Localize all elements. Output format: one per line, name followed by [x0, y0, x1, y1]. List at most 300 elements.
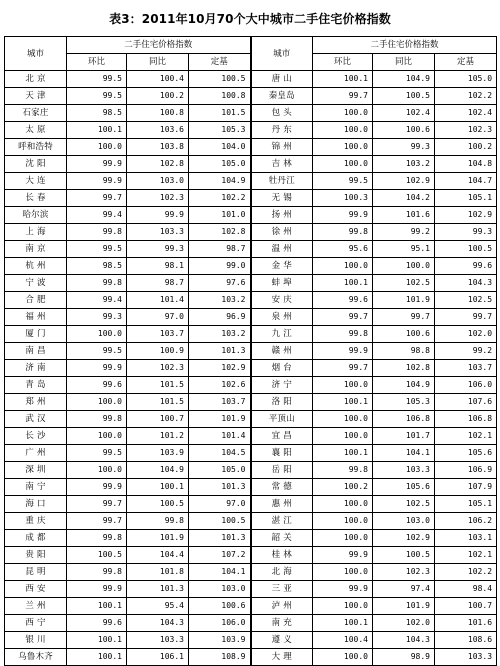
right-mom-cell: 99.5 [313, 173, 373, 190]
left-yoy-cell: 104.4 [127, 547, 189, 564]
price-index-table [4, 36, 497, 666]
table-row [5, 275, 497, 292]
right-base-cell: 99.7 [435, 309, 497, 326]
left-mom-cell: 100.1 [67, 122, 127, 139]
right-base-cell: 102.4 [435, 105, 497, 122]
right-mom-cell: 100.2 [313, 479, 373, 496]
left-city-cell: 兰 州 [5, 598, 67, 615]
left-base-cell: 104.9 [189, 173, 251, 190]
right-yoy-cell: 104.9 [373, 71, 435, 88]
left-city-cell: 乌鲁木齐 [5, 649, 67, 666]
left-mom-cell: 99.8 [67, 275, 127, 292]
left-mom-cell: 99.4 [67, 292, 127, 309]
left-city-cell: 哈尔滨 [5, 207, 67, 224]
right-yoy-cell: 102.4 [373, 105, 435, 122]
left-base-cell: 100.6 [189, 598, 251, 615]
left-base-cell: 102.2 [189, 190, 251, 207]
left-base-cell: 96.9 [189, 309, 251, 326]
left-city-cell: 杭 州 [5, 258, 67, 275]
table-row [5, 428, 497, 445]
left-mom-cell: 100.5 [67, 547, 127, 564]
right-city-cell: 宜 昌 [251, 428, 313, 445]
right-mom-cell: 99.9 [313, 207, 373, 224]
right-base-cell: 103.1 [435, 530, 497, 547]
left-yoy-cell: 101.8 [127, 564, 189, 581]
right-yoy-cell: 100.6 [373, 326, 435, 343]
table-row [5, 156, 497, 173]
table-row [5, 105, 497, 122]
left-mom-cell: 100.1 [67, 632, 127, 649]
right-base-cell: 103.3 [435, 649, 497, 666]
right-mom-cell: 100.0 [313, 598, 373, 615]
right-city-cell: 泸 州 [251, 598, 313, 615]
right-mom-cell: 99.9 [313, 547, 373, 564]
left-city-cell: 合 肥 [5, 292, 67, 309]
right-city-cell: 泉 州 [251, 309, 313, 326]
right-base-cell: 105.0 [435, 71, 497, 88]
left-city-cell: 贵 阳 [5, 547, 67, 564]
left-base-cell: 103.2 [189, 326, 251, 343]
table-row [5, 207, 497, 224]
left-mom-cell: 99.6 [67, 377, 127, 394]
right-city-header: 城市 [251, 37, 313, 71]
right-base-cell: 106.9 [435, 462, 497, 479]
right-mom-cell: 100.0 [313, 258, 373, 275]
right-yoy-cell: 102.5 [373, 496, 435, 513]
right-city-cell: 平顶山 [251, 411, 313, 428]
left-yoy-cell: 100.1 [127, 479, 189, 496]
left-yoy-cell: 101.5 [127, 394, 189, 411]
right-mom-cell: 100.4 [313, 632, 373, 649]
right-base-cell: 105.6 [435, 445, 497, 462]
right-base-cell: 102.3 [435, 122, 497, 139]
right-yoy-cell: 98.9 [373, 649, 435, 666]
left-mom-cell: 99.7 [67, 496, 127, 513]
right-yoy-cell: 101.6 [373, 207, 435, 224]
left-mom-cell: 99.8 [67, 564, 127, 581]
left-mom-cell: 99.8 [67, 224, 127, 241]
right-base-cell: 106.8 [435, 411, 497, 428]
right-base-cell: 104.8 [435, 156, 497, 173]
right-mom-cell: 100.1 [313, 445, 373, 462]
right-base-cell: 102.5 [435, 292, 497, 309]
left-city-cell: 成 都 [5, 530, 67, 547]
right-city-cell: 蚌 埠 [251, 275, 313, 292]
right-base-cell: 99.6 [435, 258, 497, 275]
right-mom-cell: 100.0 [313, 564, 373, 581]
right-city-cell: 牡丹江 [251, 173, 313, 190]
left-yoy-cell: 98.7 [127, 275, 189, 292]
right-mom-cell: 100.0 [313, 530, 373, 547]
left-city-cell: 重 庆 [5, 513, 67, 530]
left-yoy-header: 同比 [127, 54, 189, 71]
right-mom-cell: 100.1 [313, 615, 373, 632]
left-base-header: 定基 [189, 54, 251, 71]
left-base-cell: 105.0 [189, 462, 251, 479]
right-mom-cell: 100.0 [313, 139, 373, 156]
left-base-cell: 101.3 [189, 530, 251, 547]
left-yoy-cell: 101.2 [127, 428, 189, 445]
left-city-cell: 银 川 [5, 632, 67, 649]
right-city-cell: 无 锡 [251, 190, 313, 207]
right-base-cell: 100.7 [435, 598, 497, 615]
left-city-cell: 沈 阳 [5, 156, 67, 173]
right-mom-cell: 100.0 [313, 122, 373, 139]
left-base-cell: 101.4 [189, 428, 251, 445]
left-city-cell: 石家庄 [5, 105, 67, 122]
left-mom-cell: 98.5 [67, 105, 127, 122]
left-mom-cell: 99.5 [67, 71, 127, 88]
left-base-cell: 101.5 [189, 105, 251, 122]
right-city-cell: 唐 山 [251, 71, 313, 88]
left-mom-cell: 99.4 [67, 207, 127, 224]
table-row [5, 462, 497, 479]
left-yoy-cell: 106.1 [127, 649, 189, 666]
price-index-table-container [4, 36, 496, 666]
left-city-cell: 福 州 [5, 309, 67, 326]
header-row-group [5, 37, 497, 54]
left-mom-cell: 100.1 [67, 598, 127, 615]
right-index-group-header: 二手住宅价格指数 [313, 37, 497, 54]
left-yoy-cell: 102.3 [127, 360, 189, 377]
right-mom-cell: 99.9 [313, 581, 373, 598]
left-yoy-cell: 102.8 [127, 156, 189, 173]
right-base-cell: 98.4 [435, 581, 497, 598]
right-yoy-cell: 100.5 [373, 88, 435, 105]
left-yoy-cell: 103.0 [127, 173, 189, 190]
table-row [5, 241, 497, 258]
right-yoy-header: 同比 [373, 54, 435, 71]
right-mom-cell: 100.0 [313, 377, 373, 394]
right-mom-cell: 100.0 [313, 513, 373, 530]
right-city-cell: 洛 阳 [251, 394, 313, 411]
left-mom-cell: 99.3 [67, 309, 127, 326]
left-base-cell: 102.6 [189, 377, 251, 394]
left-city-cell: 呼和浩特 [5, 139, 67, 156]
left-base-cell: 102.9 [189, 360, 251, 377]
left-yoy-cell: 104.9 [127, 462, 189, 479]
left-yoy-cell: 98.1 [127, 258, 189, 275]
left-city-cell: 大 连 [5, 173, 67, 190]
right-yoy-cell: 103.3 [373, 462, 435, 479]
table-title: 表3：2011年10月70个大中城市二手住宅价格指数 [109, 12, 391, 26]
right-city-cell: 赣 州 [251, 343, 313, 360]
right-yoy-cell: 100.0 [373, 258, 435, 275]
table-row [5, 649, 497, 666]
right-base-cell: 101.6 [435, 615, 497, 632]
right-city-cell: 韶 关 [251, 530, 313, 547]
right-mom-header: 环比 [313, 54, 373, 71]
left-base-cell: 97.0 [189, 496, 251, 513]
right-yoy-cell: 105.6 [373, 479, 435, 496]
right-yoy-cell: 106.8 [373, 411, 435, 428]
right-base-cell: 102.1 [435, 428, 497, 445]
left-yoy-cell: 99.3 [127, 241, 189, 258]
left-mom-cell: 98.5 [67, 258, 127, 275]
table-row [5, 530, 497, 547]
left-base-cell: 106.0 [189, 615, 251, 632]
right-city-cell: 吉 林 [251, 156, 313, 173]
right-yoy-cell: 101.7 [373, 428, 435, 445]
right-mom-cell: 99.8 [313, 326, 373, 343]
left-yoy-cell: 95.4 [127, 598, 189, 615]
right-city-cell: 安 庆 [251, 292, 313, 309]
right-yoy-cell: 99.3 [373, 139, 435, 156]
table-row [5, 581, 497, 598]
right-base-cell: 99.2 [435, 343, 497, 360]
left-yoy-cell: 100.2 [127, 88, 189, 105]
right-yoy-cell: 102.8 [373, 360, 435, 377]
left-mom-cell: 99.5 [67, 88, 127, 105]
right-city-cell: 桂 林 [251, 547, 313, 564]
left-mom-cell: 99.5 [67, 241, 127, 258]
right-city-cell: 锦 州 [251, 139, 313, 156]
left-base-cell: 100.5 [189, 71, 251, 88]
left-mom-cell: 100.0 [67, 462, 127, 479]
right-city-cell: 秦皇岛 [251, 88, 313, 105]
table-row [5, 224, 497, 241]
table-row [5, 479, 497, 496]
left-base-cell: 107.2 [189, 547, 251, 564]
right-yoy-cell: 102.0 [373, 615, 435, 632]
right-yoy-cell: 104.9 [373, 377, 435, 394]
left-yoy-cell: 101.3 [127, 581, 189, 598]
left-city-cell: 西 宁 [5, 615, 67, 632]
table-row [5, 71, 497, 88]
left-city-cell: 武 汉 [5, 411, 67, 428]
right-base-cell: 102.9 [435, 207, 497, 224]
table-row [5, 258, 497, 275]
left-mom-cell: 99.6 [67, 615, 127, 632]
left-city-cell: 上 海 [5, 224, 67, 241]
right-city-cell: 丹 东 [251, 122, 313, 139]
left-base-cell: 104.1 [189, 564, 251, 581]
right-yoy-cell: 103.0 [373, 513, 435, 530]
right-yoy-cell: 100.5 [373, 547, 435, 564]
left-mom-cell: 100.1 [67, 649, 127, 666]
right-city-cell: 济 宁 [251, 377, 313, 394]
right-base-cell: 100.2 [435, 139, 497, 156]
left-mom-header: 环比 [67, 54, 127, 71]
left-base-cell: 97.6 [189, 275, 251, 292]
table-row [5, 411, 497, 428]
left-mom-cell: 99.5 [67, 445, 127, 462]
left-yoy-cell: 103.3 [127, 224, 189, 241]
right-yoy-cell: 101.9 [373, 292, 435, 309]
left-yoy-cell: 99.9 [127, 207, 189, 224]
left-city-cell: 青 岛 [5, 377, 67, 394]
right-city-cell: 徐 州 [251, 224, 313, 241]
left-mom-cell: 99.9 [67, 581, 127, 598]
left-city-cell: 南 京 [5, 241, 67, 258]
right-yoy-cell: 103.2 [373, 156, 435, 173]
left-yoy-cell: 103.9 [127, 445, 189, 462]
table-row [5, 445, 497, 462]
left-base-cell: 101.3 [189, 343, 251, 360]
right-mom-cell: 99.7 [313, 88, 373, 105]
table-row [5, 377, 497, 394]
left-mom-cell: 99.9 [67, 479, 127, 496]
right-mom-cell: 99.9 [313, 343, 373, 360]
table-row [5, 122, 497, 139]
left-mom-cell: 99.7 [67, 513, 127, 530]
right-base-cell: 99.3 [435, 224, 497, 241]
right-yoy-cell: 102.9 [373, 530, 435, 547]
right-mom-cell: 100.0 [313, 105, 373, 122]
left-yoy-cell: 101.9 [127, 530, 189, 547]
right-base-cell: 102.2 [435, 564, 497, 581]
left-city-cell: 长 沙 [5, 428, 67, 445]
right-city-cell: 北 海 [251, 564, 313, 581]
left-base-cell: 101.3 [189, 479, 251, 496]
right-base-cell: 103.7 [435, 360, 497, 377]
right-city-cell: 包 头 [251, 105, 313, 122]
right-yoy-cell: 95.1 [373, 241, 435, 258]
right-city-cell: 扬 州 [251, 207, 313, 224]
left-mom-cell: 100.0 [67, 394, 127, 411]
table-row [5, 496, 497, 513]
right-base-cell: 107.9 [435, 479, 497, 496]
right-base-cell: 100.5 [435, 241, 497, 258]
left-mom-cell: 100.0 [67, 428, 127, 445]
left-yoy-cell: 101.5 [127, 377, 189, 394]
left-mom-cell: 99.8 [67, 411, 127, 428]
left-city-cell: 太 原 [5, 122, 67, 139]
right-mom-cell: 100.0 [313, 428, 373, 445]
left-city-cell: 宁 波 [5, 275, 67, 292]
left-base-cell: 104.0 [189, 139, 251, 156]
right-yoy-cell: 102.5 [373, 275, 435, 292]
table-row [5, 547, 497, 564]
left-yoy-cell: 100.5 [127, 496, 189, 513]
right-yoy-cell: 102.9 [373, 173, 435, 190]
right-mom-cell: 95.6 [313, 241, 373, 258]
right-base-cell: 106.0 [435, 377, 497, 394]
right-yoy-cell: 98.8 [373, 343, 435, 360]
left-yoy-cell: 103.6 [127, 122, 189, 139]
left-yoy-cell: 103.3 [127, 632, 189, 649]
right-yoy-cell: 104.1 [373, 445, 435, 462]
right-yoy-cell: 104.2 [373, 190, 435, 207]
left-yoy-cell: 102.3 [127, 190, 189, 207]
right-city-cell: 九 江 [251, 326, 313, 343]
left-base-cell: 105.0 [189, 156, 251, 173]
left-yoy-cell: 100.4 [127, 71, 189, 88]
right-city-cell: 惠 州 [251, 496, 313, 513]
left-base-cell: 100.5 [189, 513, 251, 530]
right-city-cell: 襄 阳 [251, 445, 313, 462]
left-city-header: 城市 [5, 37, 67, 71]
left-base-cell: 101.9 [189, 411, 251, 428]
left-yoy-cell: 101.4 [127, 292, 189, 309]
left-city-cell: 南 昌 [5, 343, 67, 360]
table-row [5, 598, 497, 615]
right-mom-cell: 99.8 [313, 224, 373, 241]
left-base-cell: 103.0 [189, 581, 251, 598]
left-city-cell: 厦 门 [5, 326, 67, 343]
left-city-cell: 济 南 [5, 360, 67, 377]
right-yoy-cell: 105.3 [373, 394, 435, 411]
left-yoy-cell: 103.8 [127, 139, 189, 156]
right-yoy-cell: 99.2 [373, 224, 435, 241]
table-row [5, 326, 497, 343]
table-row [5, 513, 497, 530]
right-mom-cell: 100.1 [313, 275, 373, 292]
left-base-cell: 101.0 [189, 207, 251, 224]
table-body [5, 71, 497, 666]
left-city-cell: 海 口 [5, 496, 67, 513]
left-city-cell: 郑 州 [5, 394, 67, 411]
left-city-cell: 长 春 [5, 190, 67, 207]
table-row [5, 190, 497, 207]
right-mom-cell: 100.1 [313, 394, 373, 411]
left-base-cell: 104.5 [189, 445, 251, 462]
right-city-cell: 金 华 [251, 258, 313, 275]
table-row [5, 360, 497, 377]
right-city-cell: 大 理 [251, 649, 313, 666]
table-row [5, 88, 497, 105]
right-yoy-cell: 101.9 [373, 598, 435, 615]
right-mom-cell: 99.7 [313, 360, 373, 377]
left-city-cell: 广 州 [5, 445, 67, 462]
right-yoy-cell: 99.7 [373, 309, 435, 326]
right-base-cell: 104.7 [435, 173, 497, 190]
right-mom-cell: 99.8 [313, 462, 373, 479]
left-yoy-cell: 100.9 [127, 343, 189, 360]
table-header [5, 37, 497, 71]
left-base-cell: 103.7 [189, 394, 251, 411]
right-base-cell: 108.6 [435, 632, 497, 649]
right-yoy-cell: 100.6 [373, 122, 435, 139]
left-mom-cell: 99.9 [67, 173, 127, 190]
right-base-cell: 102.0 [435, 326, 497, 343]
left-base-cell: 99.0 [189, 258, 251, 275]
right-yoy-cell: 102.3 [373, 564, 435, 581]
left-city-cell: 深 圳 [5, 462, 67, 479]
left-base-cell: 103.2 [189, 292, 251, 309]
right-city-cell: 遵 义 [251, 632, 313, 649]
left-city-cell: 昆 明 [5, 564, 67, 581]
table-row [5, 615, 497, 632]
right-base-cell: 102.1 [435, 547, 497, 564]
right-mom-cell: 100.0 [313, 156, 373, 173]
right-base-cell: 107.6 [435, 394, 497, 411]
table-row [5, 292, 497, 309]
right-yoy-cell: 97.4 [373, 581, 435, 598]
right-base-cell: 105.1 [435, 496, 497, 513]
table-row [5, 564, 497, 581]
left-yoy-cell: 100.8 [127, 105, 189, 122]
left-index-group-header: 二手住宅价格指数 [67, 37, 251, 54]
left-mom-cell: 99.7 [67, 190, 127, 207]
left-yoy-cell: 104.3 [127, 615, 189, 632]
right-mom-cell: 100.3 [313, 190, 373, 207]
left-base-cell: 102.8 [189, 224, 251, 241]
right-mom-cell: 99.7 [313, 309, 373, 326]
left-mom-cell: 100.0 [67, 326, 127, 343]
right-base-header: 定基 [435, 54, 497, 71]
right-base-cell: 106.2 [435, 513, 497, 530]
left-city-cell: 南 宁 [5, 479, 67, 496]
left-base-cell: 108.9 [189, 649, 251, 666]
table-row [5, 394, 497, 411]
table-row [5, 632, 497, 649]
left-base-cell: 103.9 [189, 632, 251, 649]
left-mom-cell: 99.5 [67, 343, 127, 360]
right-base-cell: 105.1 [435, 190, 497, 207]
right-mom-cell: 100.0 [313, 496, 373, 513]
right-city-cell: 南 充 [251, 615, 313, 632]
